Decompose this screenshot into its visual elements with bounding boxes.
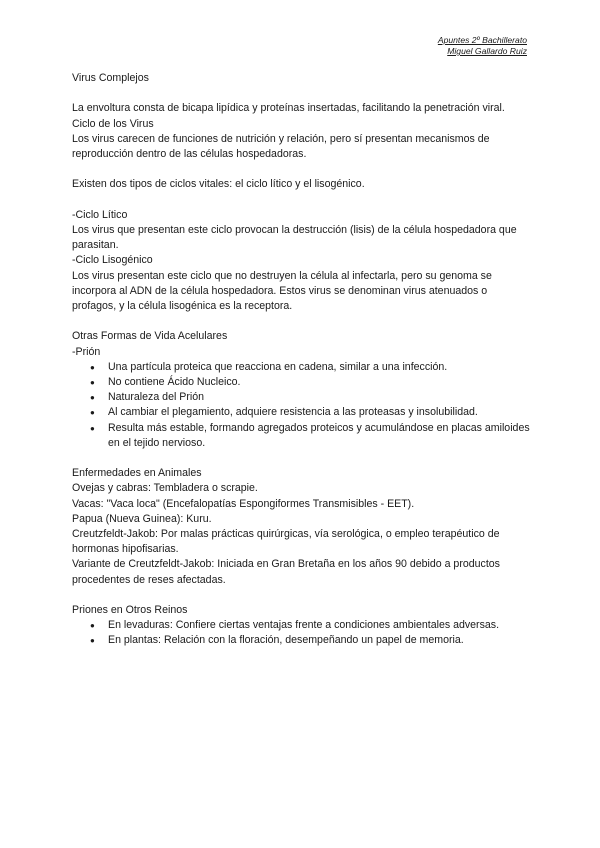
subtitle-ciclo-litico: -Ciclo Lítico bbox=[72, 208, 128, 221]
paragraph-ciclo-virus: Los virus carecen de funciones de nutrición y relación, pero sí presentan mecanismos de reproducción dentro de las células hospedadoras. bbox=[72, 132, 490, 160]
list-item: ● En plantas: Relación con la floración, desempeñando un papel de memoria. bbox=[108, 633, 532, 648]
reinos-list bbox=[72, 618, 532, 648]
list-item: ● Al cambiar el plegamiento, adquiere resistencia a las proteasas y insolubilidad. bbox=[108, 405, 532, 420]
line-creutzfeldt: Creutzfeldt-Jakob: Por malas prácticas quirúrgicas, vía serológica, o empleo terapéutico de hormonas hipofisarias. bbox=[72, 528, 500, 556]
section-title-otros-reinos: Priones en Otros Reinos bbox=[72, 604, 188, 617]
section-title-ciclo-virus: Ciclo de los Virus bbox=[72, 117, 154, 130]
document-body bbox=[72, 71, 532, 649]
line-papua: Papua (Nueva Guinea): Kuru. bbox=[72, 512, 212, 525]
list-item: ● Resulta más estable, formando agregados proteicos y acumulándose en placas amiloides en el tejido nervioso. bbox=[108, 421, 532, 451]
paragraph-ciclo-litico: Los virus que presentan este ciclo provocan la destrucción (lisis) de la célula hospedadora que parasitan. bbox=[72, 223, 517, 252]
paragraph-tipos-ciclos: Existen dos tipos de ciclos vitales: el ciclo lítico y el lisogénico. bbox=[72, 178, 365, 191]
line-variante: Variante de Creutzfeldt-Jakob: Iniciada en Gran Bretaña en los años 90 debido a productos procedentes de reses afectadas. bbox=[72, 558, 500, 586]
subtitle-prion: -Prión bbox=[72, 345, 101, 358]
line-vacas: Vacas: "Vaca loca" (Encefalopatías Espongiformes Transmisibles - EET). bbox=[72, 497, 415, 510]
paragraph-envoltura: La envoltura consta de bicapa lipídica y proteínas insertadas, facilitando la penetración viral. bbox=[72, 102, 505, 115]
header-course: Apuntes 2º Bachillerato bbox=[437, 35, 527, 45]
subtitle-ciclo-lisogenico: -Ciclo Lisogénico bbox=[72, 254, 153, 267]
prion-list bbox=[72, 360, 532, 451]
line-ovejas: Ovejas y cabras: Tembladera o scrapie. bbox=[72, 482, 258, 495]
section-title-formas-acelulares: Otras Formas de Vida Acelulares bbox=[72, 330, 228, 343]
list-item: ● Naturaleza del Prión bbox=[108, 390, 532, 405]
list-item: ● Una partícula proteica que reacciona en cadena, similar a una infección. bbox=[108, 360, 532, 375]
list-item: ● En levaduras: Confiere ciertas ventajas frente a condiciones ambientales adversas. bbox=[108, 618, 532, 633]
list-item: ● No contiene Ácido Nucleico. bbox=[108, 375, 532, 390]
paragraph-ciclo-lisogenico: Los virus presentan este ciclo que no destruyen la célula al infectarla, pero su genoma se incorpora al ADN de la célula hospedadora. Estos virus se denominan virus atenuados o profagos, y la célula lisogénica es la receptora. bbox=[72, 269, 492, 312]
section-title-virus-complejos: Virus Complejos bbox=[72, 72, 149, 84]
header-author: Miguel Gallardo Ruiz bbox=[447, 46, 527, 56]
page-header bbox=[438, 35, 527, 57]
section-title-enfermedades: Enfermedades en Animales bbox=[72, 467, 202, 480]
